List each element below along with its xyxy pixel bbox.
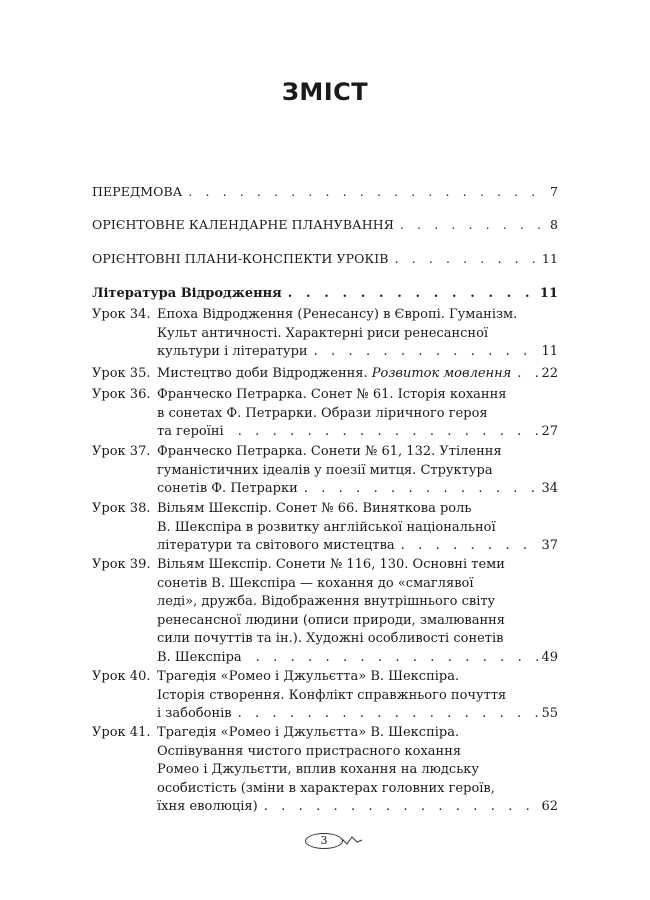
- toc-page-number: 62: [541, 799, 558, 814]
- lesson-title-line: Ромео і Джульєтти, вплив кохання на людську: [157, 762, 480, 777]
- toc-page-number: 55: [541, 706, 558, 721]
- dot-leader: [401, 537, 539, 556]
- lesson-title-line: Трагедія «Ромео і Джульєтта» В. Шекспіра.: [157, 669, 460, 684]
- lesson-title-italic: Розвиток мовлення: [371, 366, 512, 381]
- lesson-title-line: Франческо Петрарка. Сонети № 61, 132. Утілення: [157, 444, 502, 459]
- dot-leader: [395, 250, 539, 268]
- dot-leader: [256, 649, 539, 668]
- toc-page-number: 11: [541, 251, 558, 266]
- lesson-title-line: літератури та світового мистецтва: [157, 538, 395, 553]
- lesson-title-line: леді», дружба. Відображення внутрішнього світу: [157, 594, 496, 609]
- toc-page-number: 27: [541, 424, 558, 439]
- lesson-title-line: та героїні: [157, 424, 224, 439]
- dot-leader: [304, 480, 539, 499]
- lesson-title-line: Вільям Шекспір. Сонет № 66. Виняткова роль: [157, 501, 472, 516]
- lesson-number: Урок 38.: [92, 501, 151, 516]
- lesson-title-line: особистість (зміни в характерах головних героїв,: [157, 780, 495, 796]
- lesson-title-line: гуманістичних ідеалів у поезії митця. Структура: [157, 462, 493, 478]
- lesson-number: Урок 37.: [92, 444, 151, 459]
- lesson-title-line: Історія створення. Конфлікт справжнього почуття: [157, 687, 507, 703]
- lesson-title-line: Епоха Відродження (Ренесансу) в Європі. Гуманізм.: [157, 307, 518, 322]
- lesson-title-line: сонетів В. Шекспіра — кохання до «смаглявої: [157, 575, 474, 591]
- toc-entry-label: ОРІЄНТОВНЕ КАЛЕНДАРНЕ ПЛАНУВАННЯ: [92, 217, 394, 232]
- toc-page-number: 7: [549, 184, 558, 199]
- toc-page-number: 11: [541, 344, 558, 359]
- page-footer: [305, 832, 365, 852]
- lesson-title-line: В. Шекспіра в розвитку англійської національної: [157, 519, 496, 535]
- lesson-title-line: Оспівування чистого пристрасного кохання: [157, 743, 462, 759]
- lesson-title-line: культури і літератури: [157, 344, 308, 359]
- toc-section-renaissance-literature[interactable]: [92, 285, 558, 303]
- toc-section-label: Література Відродження: [92, 286, 282, 301]
- page-title: ЗМІСТ: [281, 78, 369, 106]
- lesson-title-line: сили почуттів та ін.). Художні особливості сонетів: [157, 631, 504, 646]
- dot-leader: [517, 365, 538, 384]
- squiggle-ornament-icon: [342, 835, 364, 845]
- dot-leader: [400, 216, 541, 234]
- lesson-title-line: В. Шекспіра: [157, 649, 242, 665]
- lesson-number: Урок 35.: [92, 366, 151, 381]
- lesson-title-line: Культ античності. Характерні риси ренесансної: [157, 325, 489, 341]
- lesson-title-line: і забобонів: [157, 706, 232, 721]
- lesson-number: Урок 41.: [92, 725, 151, 740]
- dot-leader: [288, 285, 537, 303]
- lesson-title-line: Франческо Петрарка. Сонет № 61. Історія кохання: [157, 387, 507, 402]
- page-number-oval: 3: [305, 833, 343, 849]
- lesson-title-line: ренесансної людини (описи природи, змалювання: [157, 612, 506, 628]
- toc-page-number: 8: [549, 217, 558, 232]
- dot-leader: [188, 183, 541, 201]
- toc-entry-label: ОРІЄНТОВНІ ПЛАНИ-КОНСПЕКТИ УРОКІВ: [92, 251, 389, 266]
- toc-page-number: 11: [539, 286, 558, 301]
- toc-entry-foreword[interactable]: [92, 183, 558, 201]
- dot-leader: [264, 798, 539, 817]
- dot-leader: [238, 423, 539, 442]
- lesson-title-line: Трагедія «Ромео і Джульєтта» В. Шекспіра.: [157, 725, 460, 740]
- lesson-title-line: Мистецтво доби Відродження.: [157, 366, 368, 381]
- lesson-title-line: Вільям Шекспір. Сонети № 116, 130. Основні теми: [157, 557, 505, 572]
- toc-entry-lesson-plans[interactable]: [92, 250, 558, 268]
- toc-page-number: 49: [541, 649, 558, 665]
- toc-page-number: 37: [541, 538, 558, 553]
- lesson-number: Урок 39.: [92, 557, 151, 572]
- toc-page-number: 34: [541, 481, 558, 496]
- dot-leader: [314, 343, 539, 362]
- lesson-number: Урок 36.: [92, 387, 151, 402]
- lesson-number: Урок 34.: [92, 307, 151, 322]
- lesson-title-line: в сонетах Ф. Петрарки. Образи ліричного героя: [157, 405, 488, 421]
- toc-entry-label: ПЕРЕДМОВА: [92, 184, 183, 199]
- lesson-number: Урок 40.: [92, 669, 151, 684]
- lesson-title-line: їхня еволюція): [157, 799, 258, 814]
- dot-leader: [238, 705, 539, 724]
- toc-entry-calendar-planning[interactable]: [92, 216, 558, 234]
- lesson-title-line: сонетів Ф. Петрарки: [157, 481, 298, 496]
- toc-page-number: 22: [541, 366, 558, 381]
